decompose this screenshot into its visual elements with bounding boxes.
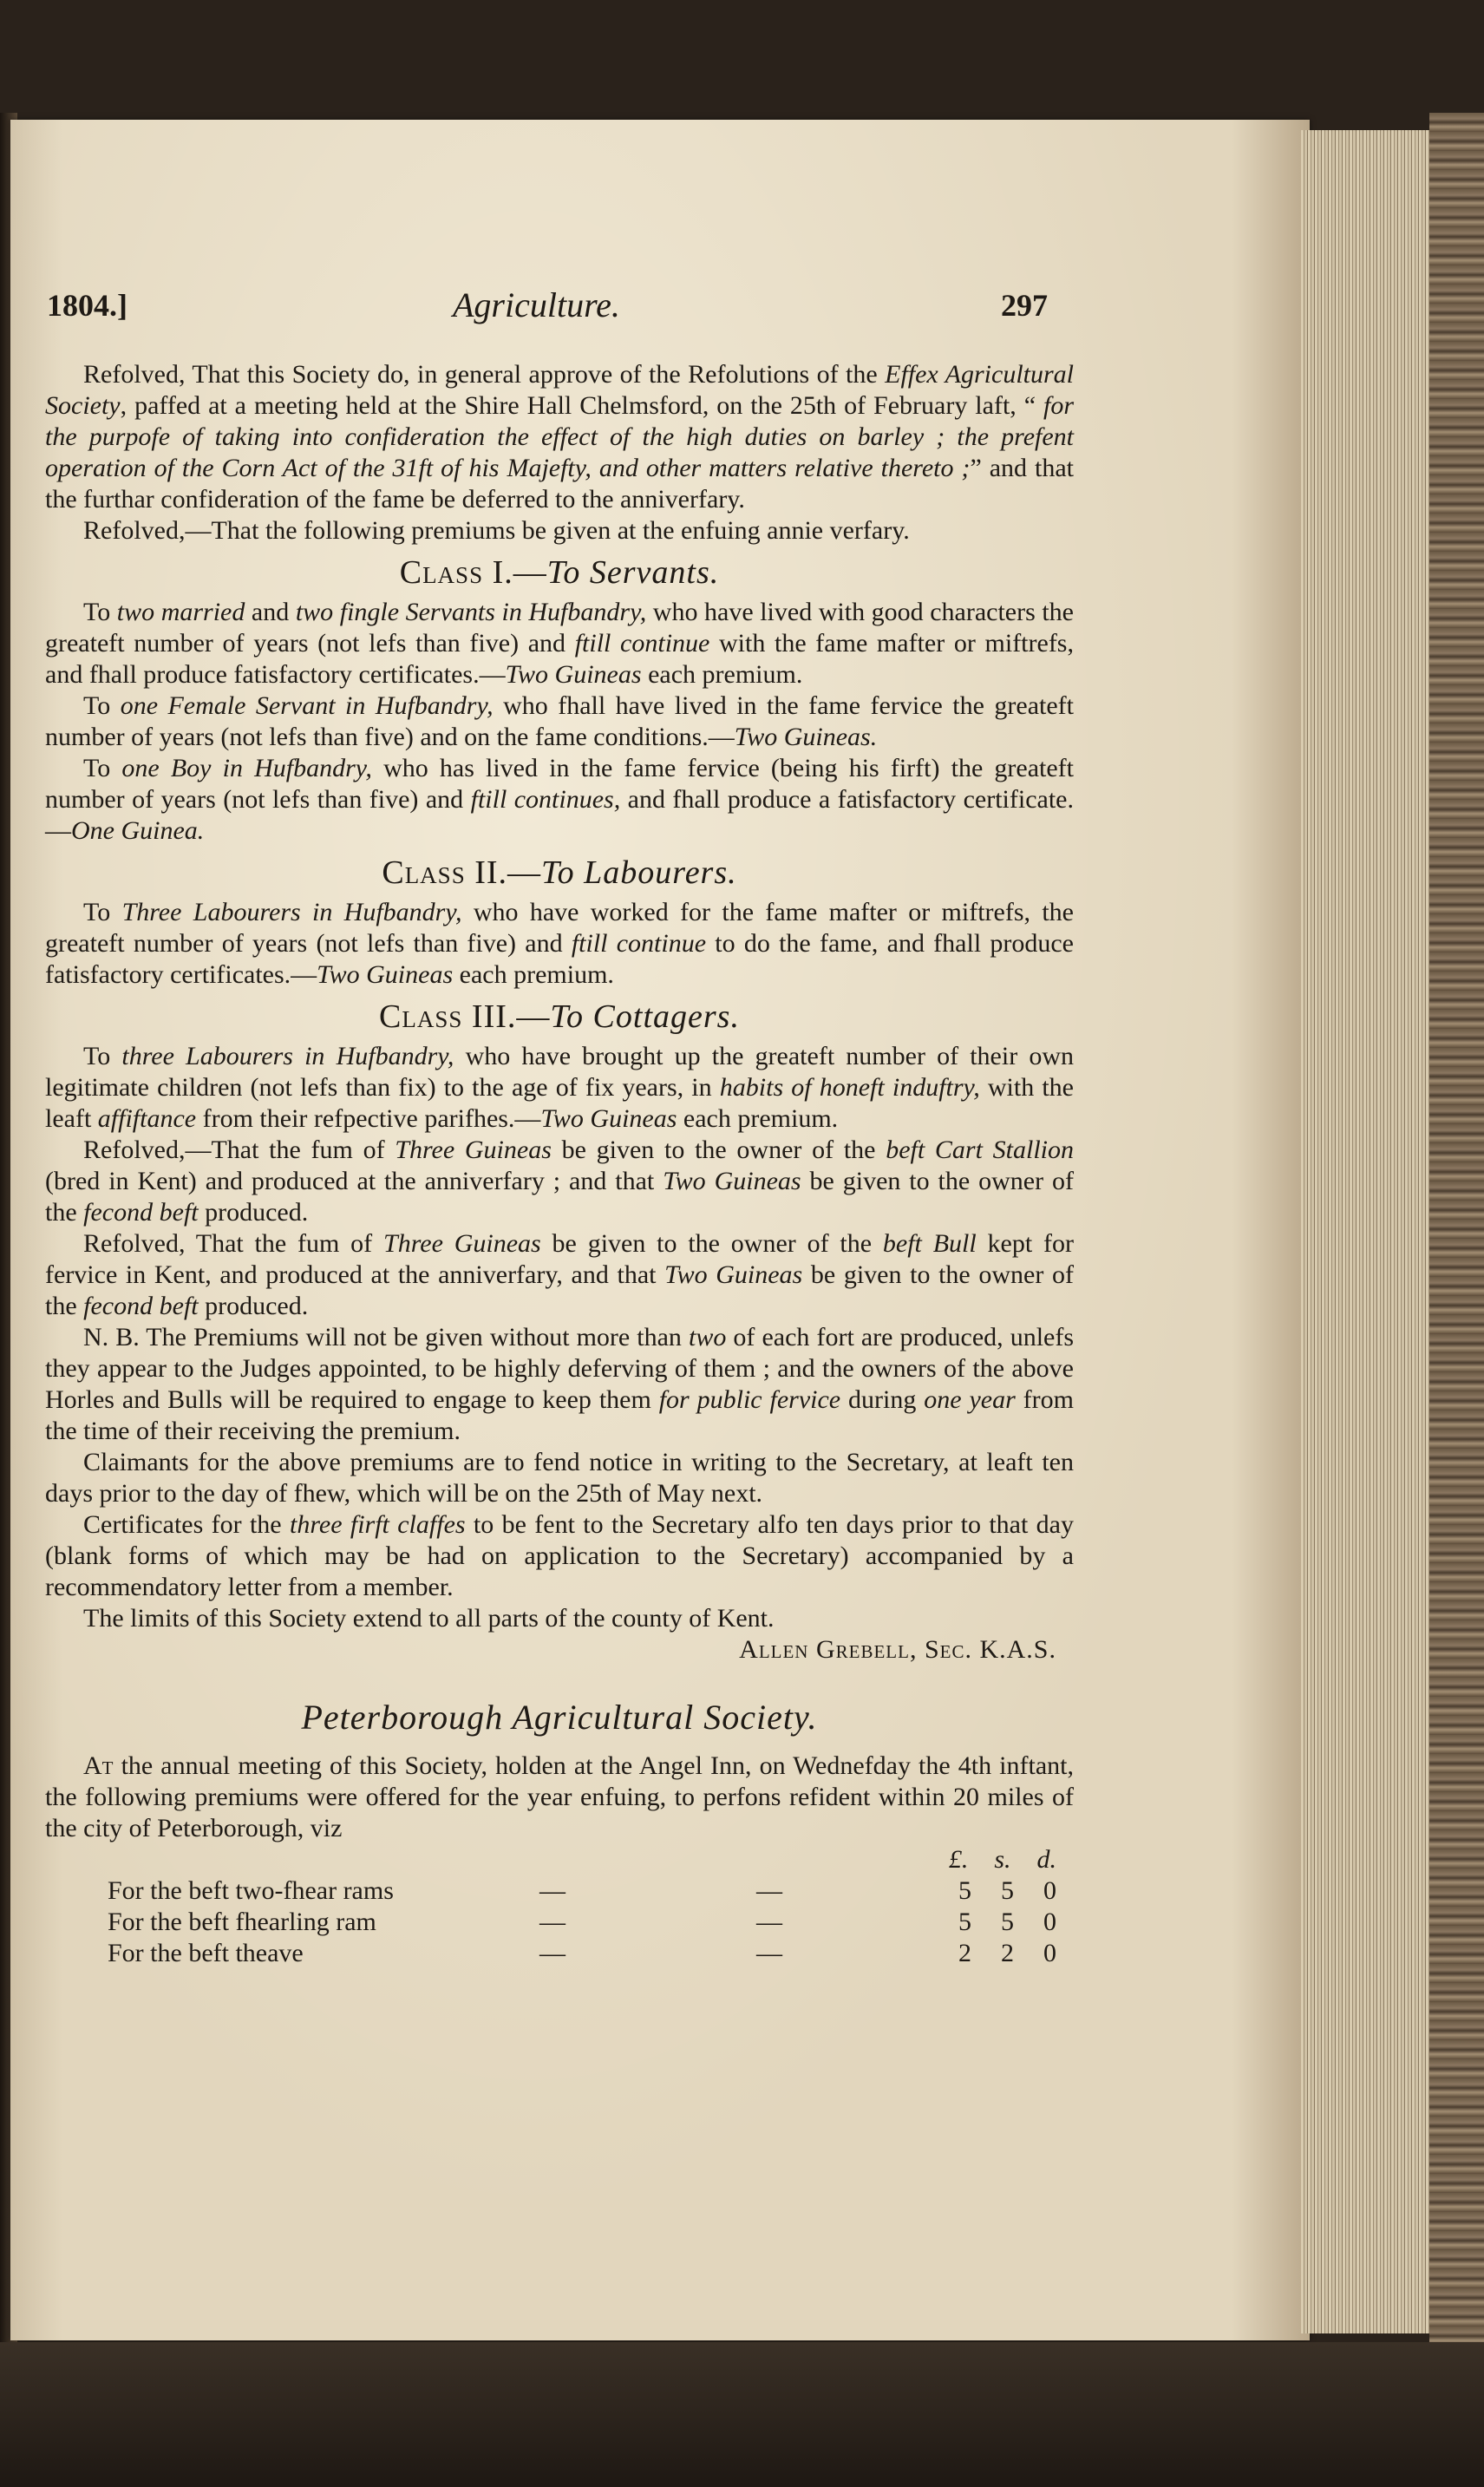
prize-label: For the beft two-fhear rams: [108, 1876, 394, 1905]
prize-pounds: 2: [958, 1939, 971, 1967]
prize-pence: 0: [1043, 1908, 1056, 1936]
leader-dash: —: [539, 1876, 565, 1905]
prize-row: [45, 1907, 1074, 1938]
prize-row: [45, 1938, 1074, 1969]
page-number: 297: [1001, 288, 1048, 323]
secretary-signature: Allen Grebell, Sec. K.A.S.: [739, 1635, 1056, 1664]
pounds-column-label: £.: [948, 1845, 969, 1874]
pence-column-label: d.: [1036, 1845, 1056, 1874]
page-block-edges: [1301, 130, 1440, 2333]
prize-shillings: 5: [1001, 1908, 1014, 1936]
prize-pounds: 5: [958, 1908, 971, 1936]
leader-dash: —: [539, 1908, 565, 1936]
leader-dash: —: [756, 1876, 782, 1905]
peterborough-intro-paragraph: At the annual meeting of this Society, holden at the Angel Inn, on Wednefday the 4th inftant, the following premiums were offered for the year enfuing, to perfons refident within 20 miles of the city of Peterborough, viz: [45, 1751, 1074, 1842]
prize-pence: 0: [1043, 1939, 1056, 1967]
leader-dash: —: [756, 1939, 782, 1967]
class-three-heading: Class III.—To Cottagers.: [379, 998, 740, 1035]
prize-pounds: 5: [958, 1876, 971, 1905]
peterborough-society-title: Peterborough Agricultural Society.: [301, 1698, 818, 1737]
resolution-paragraph: Refolved, That this Society do, in general approve of the Refolutions of the Effex Agricultural Society, paffed at a meeting held at the Shire Hall Chelmsford, on the 25th of February laft, “ for the purpofe of taking into confideration the effect of the high duties on barley ; the prefent operation of the Corn Act of the 31ft of his Majefty, and other matters relative thereto ;” and that the furthar confideration of the fame be deferred to the anniverfary.: [45, 360, 1074, 514]
class-one-married-paragraph: To two married and two fingle Servants in Hufbandry, who have lived with good characters the greateft number of years (not lefs than five) and ftill continue with the fame mafter or miftrefs, and fhall produce fatisfactory certificates.—Two Guineas each premium.: [45, 598, 1074, 689]
shillings-column-label: s.: [994, 1845, 1011, 1874]
prize-row: [45, 1875, 1074, 1907]
book-cover-edge: [1429, 113, 1484, 2386]
prize-pence: 0: [1043, 1876, 1056, 1905]
nota-bene-paragraph: N. B. The Premiums will not be given without more than two of each fort are produced, unlefs they appear to the Judges appointed, to be highly deferving of them ; and the owners of the above Horles and Bulls will be required to engage to keep them for public fervice during one year from the time of their receiving the premium.: [45, 1323, 1075, 1445]
currency-header: [45, 1844, 1074, 1875]
page-text: [45, 286, 1074, 1969]
leader-dash: —: [539, 1939, 565, 1967]
class-one-heading: Class I.—To Servants.: [399, 554, 720, 591]
class-two-labourers-paragraph: To Three Labourers in Hufbandry, who have worked for the fame mafter or miftrefs, the greateft number of years (not lefs than five) and ftill continue to do the fame, and fhall produce fatisfactory certificates.—Two Guineas each premium.: [45, 898, 1075, 989]
bull-resolution-paragraph: Refolved, That the fum of Three Guineas be given to the owner of the beft Bull kept for fervice in Kent, and produced at the anniverfary, and that Two Guineas be given to the owner of the fecond beft produced.: [45, 1229, 1075, 1320]
class-one-female-paragraph: To one Female Servant in Hufbandry, who fhall have lived in the fame fervice the greateft number of years (not lefs than five) and on the fame conditions.—Two Guineas.: [45, 691, 1074, 751]
limits-paragraph: The limits of this Society extend to all parts of the county of Kent.: [83, 1604, 775, 1633]
header-year: 1804.]: [47, 288, 127, 323]
certificates-paragraph: Certificates for the three firft claffes to be fent to the Secretary alfo ten days prior to that day (blank forms of which may be had on application to the Secretary) accompanied by a recommendatory letter from a member.: [45, 1510, 1074, 1601]
class-two-heading: Class II.—To Labourers.: [382, 854, 737, 891]
claimants-paragraph: Claimants for the above premiums are to fend notice in writing to the Secretary, at leaft ten days prior to the day of fhew, which will be on the 25th of May next.: [45, 1448, 1074, 1508]
premiums-resolution-paragraph: Refolved,—That the following premiums be given at the enfuing annie verfary.: [83, 516, 910, 545]
bottom-shadow: [0, 2342, 1484, 2487]
class-one-boy-paragraph: To one Boy in Hufbandry, who has lived in the fame fervice (being his firft) the greateft number of years (not lefs than five) and ftill continues, and fhall produce a fatisfactory certificate.—One Guinea.: [45, 754, 1074, 845]
stallion-resolution-paragraph: Refolved,—That the fum of Three Guineas be given to the owner of the beft Cart Stallion (bred in Kent) and produced at the anniverfary ; and that Two Guineas be given to the owner of the fecond beft produced.: [45, 1136, 1075, 1227]
prize-label: For the beft theave: [108, 1939, 304, 1967]
header-title: Agriculture.: [453, 285, 620, 324]
class-three-cottagers-paragraph: To three Labourers in Hufbandry, who have brought up the greateft number of their own legitimate children (not lefs than fix) to the age of fix years, in habits of honeft induftry, with the leaft affiftance from their refpective parifhes.—Two Guineas each premium.: [45, 1042, 1075, 1133]
prize-label: For the beft fhearling ram: [108, 1908, 376, 1936]
prize-shillings: 2: [1001, 1939, 1014, 1967]
leader-dash: —: [756, 1908, 782, 1936]
running-header: [45, 286, 1074, 324]
prize-shillings: 5: [1001, 1876, 1014, 1905]
